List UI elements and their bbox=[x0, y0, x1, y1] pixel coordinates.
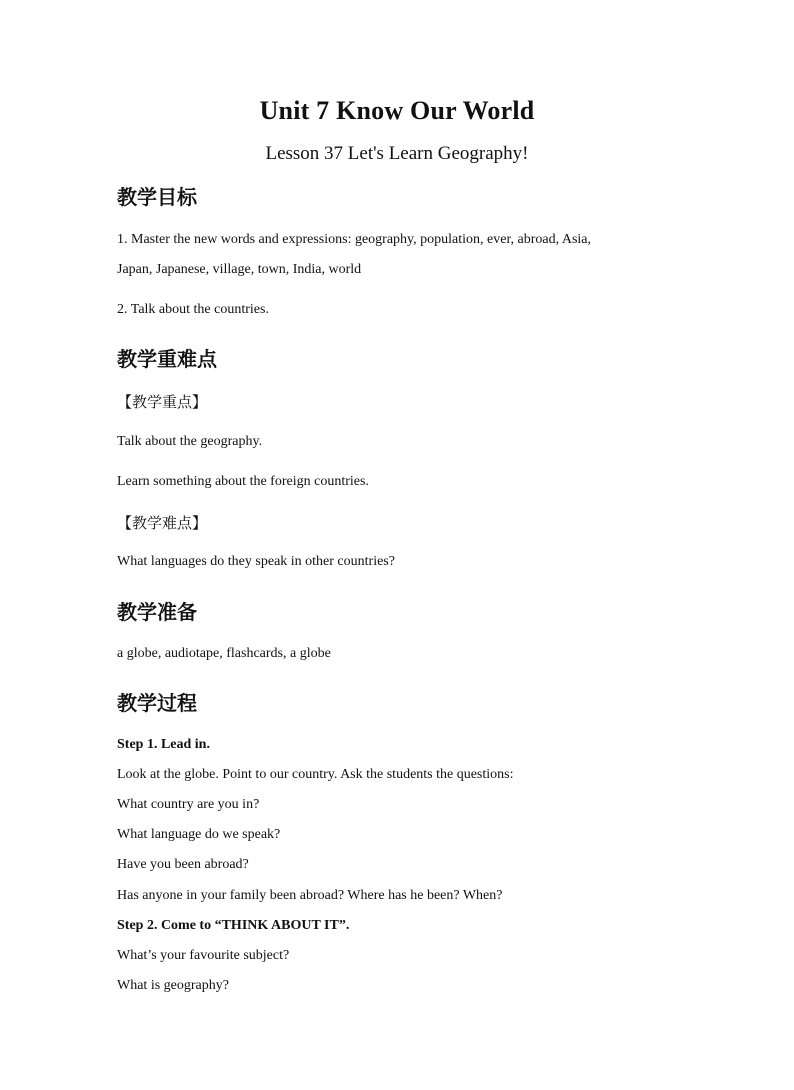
focus-line-1: Talk about the geography. bbox=[117, 434, 263, 449]
document-title: Unit 7 Know Our World bbox=[259, 96, 535, 125]
step-1-line-1: Look at the globe. Point to our country. Ask the students the questions: bbox=[117, 767, 514, 782]
difficulty-label: 【教学难点】 bbox=[117, 514, 208, 532]
preparation-items: a globe, audiotape, flashcards, a globe bbox=[117, 646, 331, 661]
objectives-line-2: Japan, Japanese, village, town, India, world bbox=[117, 262, 362, 277]
focus-line-2: Learn something about the foreign countries. bbox=[117, 474, 369, 489]
step-1-line-4: Have you been abroad? bbox=[117, 857, 249, 872]
key-points-heading: 教学重难点 bbox=[117, 347, 217, 371]
difficulty-line-1: What languages do they speak in other countries? bbox=[117, 554, 395, 569]
focus-label: 【教学重点】 bbox=[117, 393, 208, 411]
step-1-line-3: What language do we speak? bbox=[117, 827, 281, 842]
objectives-line-3: 2. Talk about the countries. bbox=[117, 302, 269, 317]
preparation-heading: 教学准备 bbox=[117, 600, 197, 624]
process-heading: 教学过程 bbox=[117, 691, 197, 715]
step-2-line-1: What’s your favourite subject? bbox=[117, 948, 290, 963]
step-1-line-2: What country are you in? bbox=[117, 797, 260, 812]
objectives-line-1: 1. Master the new words and expressions: geography, population, ever, abroad, Asia, bbox=[117, 232, 592, 247]
objectives-heading: 教学目标 bbox=[117, 185, 197, 209]
step-2-line-2: What is geography? bbox=[117, 978, 229, 993]
step-1-line-5: Has anyone in your family been abroad? Where has he been? When? bbox=[117, 888, 503, 903]
step-1-title: Step 1. Lead in. bbox=[117, 737, 210, 752]
lesson-subtitle: Lesson 37 Let's Learn Geography! bbox=[265, 143, 529, 164]
step-2-title: Step 2. Come to “THINK ABOUT IT”. bbox=[117, 918, 350, 933]
